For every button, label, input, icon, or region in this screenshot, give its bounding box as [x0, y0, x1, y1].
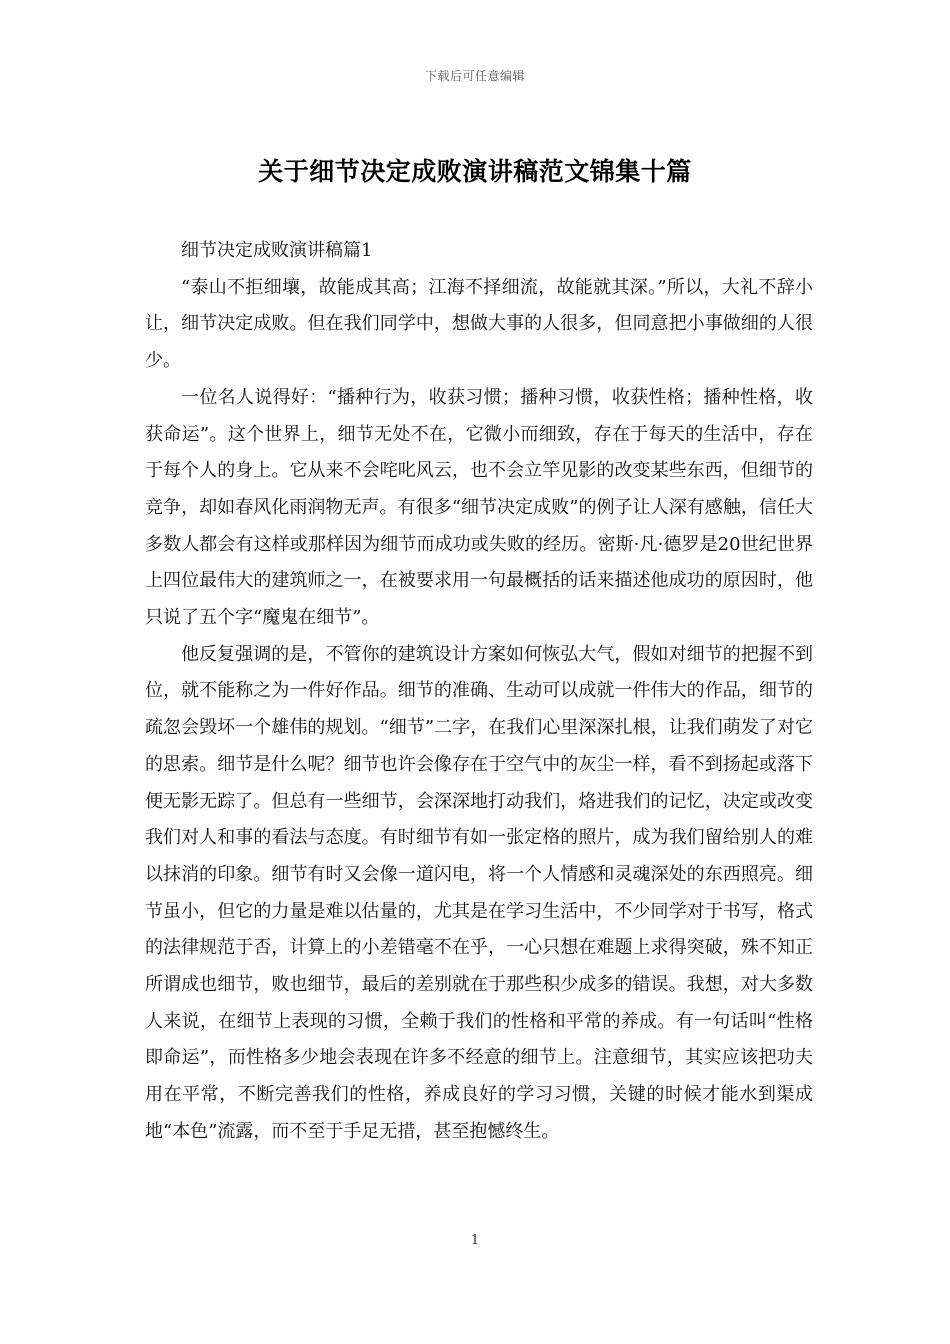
paragraph-2: 一位名人说得好：“播种行为，收获习惯；播种习惯，收获性格；播种性格，收获命运”。这个世界上，细节无处不在，它微小而细致，存在于每天的生活中，存在于每个人的身上。它从来不会咤叱风云，也不会立竿见影的改变某些东西，但细节的竞争，却如春风化雨润物无声。有很多“细节决定成败”的例子让人深有感触，信任大多数人都会有这样或那样因为细节而成功或失败的经历。密斯·凡·德罗是20世纪世界上四位最伟大的建筑师之一，在被要求用一句最概括的话来描述他成功的原因时，他只说了五个字“魔鬼在细节”。: [145, 386, 813, 629]
document-body: [145, 233, 813, 1151]
section-heading: 细节决定成败演讲稿篇1: [181, 240, 373, 261]
paragraph-3: 他反复强调的是，不管你的建筑设计方案如何恢弘大气，假如对细节的把握不到位，就不能称之为一件好作品。细节的准确、生动可以成就一件伟大的作品，细节的疏忽会毁坏一个雄伟的规划。“细节”二字，在我们心里深深扎根，让我们萌发了对它的思索。细节是什么呢？细节也许会像存在于空气中的灰尘一样，看不到扬起或落下便无影无踪了。但总有一些细节，会深深地打动我们，烙进我们的记忆，决定或改变我们对人和事的看法与态度。有时细节有如一张定格的照片，成为我们留给别人的难以抹消的印象。细节有时又会像一道闪电，将一个人情感和灵魂深处的东西照亮。细节虽小，但它的力量是难以估量的，尤其是在学习生活中，不少同学对于书写，格式的法律规范于否，计算上的小差错毫不在乎，一心只想在难题上求得突破，殊不知正所谓成也细节，败也细节，最后的差别就在于那些积少成多的错误。我想，对大多数人来说，在细节上表现的习惯，全赖于我们的性格和平常的养成。有一句话叫“性格即命运”，而性格多少地会表现在许多不经意的细节上。注意细节，其实应该把功夫用在平常，不断完善我们的性格，养成良好的学习习惯，关键的时候才能水到渠成地“本色”流露，而不至于手足无措，甚至抱憾终生。: [145, 643, 813, 1142]
paragraph-1: “泰山不拒细壤，故能成其高；江海不择细流，故能就其深。”所以，大礼不辞小让，细节决定成败。但在我们同学中，想做大事的人很多，但同意把小事做细的人很少。: [145, 276, 813, 372]
header-note: 下载后可任意编辑: [424, 69, 525, 83]
document-title: 关于细节决定成败演讲稿范文锦集十篇: [258, 157, 692, 186]
page-number: 1: [470, 1233, 480, 1248]
